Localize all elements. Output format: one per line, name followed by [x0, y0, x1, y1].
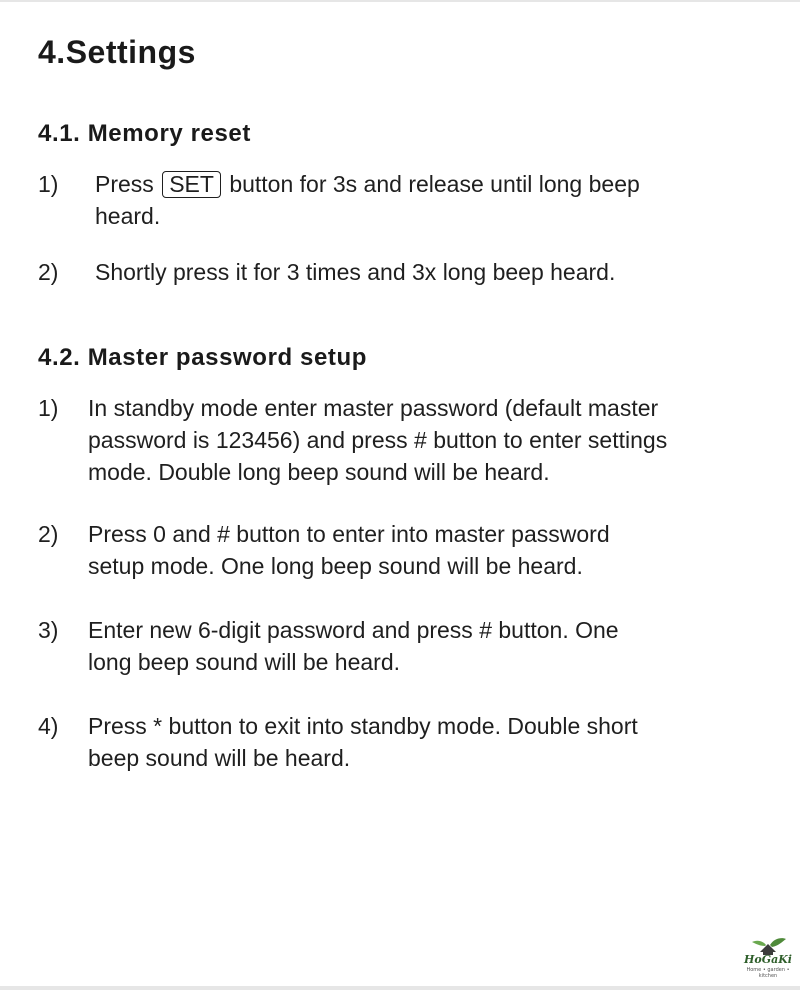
- list-text: [95, 168, 695, 232]
- list-text: [88, 392, 708, 488]
- logo-tagline: Home • garden • kitchen: [746, 967, 790, 979]
- list-text: [88, 518, 708, 582]
- set-key-label: SET: [162, 171, 221, 198]
- list-line: setup mode. One long beep sound will be heard.: [88, 553, 583, 579]
- section-heading-memory-reset: 4.1. Memory reset: [38, 120, 251, 147]
- list-number: 3): [38, 617, 59, 643]
- list-line: long beep sound will be heard.: [88, 649, 401, 675]
- list-line: In standby mode enter master password (default master: [88, 395, 659, 421]
- text-segment: button for 3s and release until long beep: [229, 171, 640, 197]
- list-number: 1): [38, 171, 59, 197]
- text-segment: Press: [95, 171, 154, 197]
- bottom-border: [0, 986, 800, 990]
- list-text: [88, 710, 708, 774]
- section-heading-master-password: 4.2. Master password setup: [38, 344, 368, 371]
- list-number: 4): [38, 713, 59, 739]
- list-number: 2): [38, 259, 59, 285]
- top-border: [0, 0, 800, 2]
- list-line: mode. Double long beep sound will be heard.: [88, 459, 550, 485]
- list-line: password is 123456) and press # button to enter settings: [88, 427, 668, 453]
- list-line: Press 0 and # button to enter into master password: [88, 521, 610, 547]
- page-title: 4.Settings: [38, 34, 196, 70]
- list-number: 1): [38, 395, 59, 421]
- logo-wordmark: HoGaKi: [744, 953, 792, 966]
- list-text: [88, 614, 708, 678]
- list-text: Shortly press it for 3 times and 3x long beep heard.: [95, 259, 616, 285]
- list-line: Enter new 6-digit password and press # button. One: [88, 617, 619, 643]
- list-line: [95, 168, 695, 200]
- list-line: beep sound will be heard.: [88, 745, 351, 771]
- brand-logo: [740, 936, 796, 979]
- list-line: heard.: [95, 203, 161, 229]
- list-number: 2): [38, 521, 59, 547]
- list-line: Press * button to exit into standby mode. Double short: [88, 713, 638, 739]
